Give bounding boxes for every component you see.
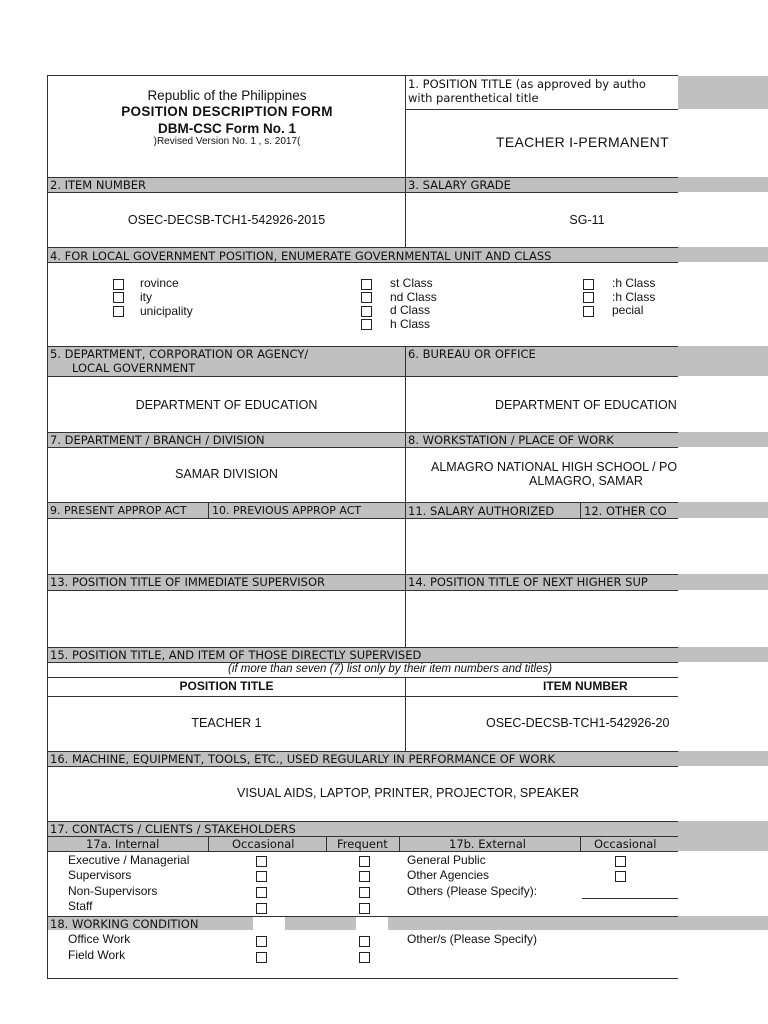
external-row-label: Others (Please Specify): — [407, 884, 538, 898]
frequent-header: Frequent — [337, 837, 388, 851]
class-label: :h Class — [612, 276, 656, 290]
class-checkbox[interactable] — [361, 292, 372, 303]
form-top-border — [47, 75, 678, 76]
class-label: pecial — [612, 303, 644, 317]
frequent-checkbox[interactable] — [359, 952, 370, 963]
previous-approp-label: 10. PREVIOUS APPROP ACT — [212, 504, 362, 517]
republic-title: Republic of the Philippines — [147, 88, 307, 103]
machines-value: VISUAL AIDS, LAPTOP, PRINTER, PROJECTOR, SPEAKER — [236, 786, 579, 800]
occasional-checkbox[interactable] — [256, 936, 267, 947]
form-number: DBM-CSC Form No. 1 — [158, 121, 296, 136]
province-checkbox[interactable] — [113, 279, 124, 290]
salary-authorized-label: 11. SALARY AUTHORIZED — [408, 504, 555, 518]
contacts-label: 17. CONTACTS / CLIENTS / STAKEHOLDERS — [50, 822, 296, 836]
unit-label: unicipality — [140, 304, 193, 318]
class-label: d Class — [390, 303, 431, 317]
division-value: SAMAR DIVISION — [175, 467, 278, 481]
occasional-header: Occasional — [232, 837, 295, 851]
class-checkbox[interactable] — [583, 292, 594, 303]
form-title: POSITION DESCRIPTION FORM — [121, 104, 333, 119]
department-label-1: 5. DEPARTMENT, CORPORATION OR AGENCY/ — [50, 347, 309, 361]
frequent-checkbox[interactable] — [359, 856, 370, 867]
internal-row-label: Non-Supervisors — [68, 884, 158, 898]
class-checkbox[interactable] — [583, 306, 594, 317]
external-row-label: General Public — [407, 853, 486, 867]
class-checkbox[interactable] — [361, 279, 372, 290]
supervised-note: (if more than seven (7) list only by their item numbers and titles) — [228, 663, 553, 675]
unit-label: ity — [140, 290, 152, 304]
supervised-label: 15. POSITION TITLE, AND ITEM OF THOSE DIRECTLY SUPERVISED — [50, 648, 422, 662]
supervised-col-item: ITEM NUMBER — [543, 679, 628, 693]
occasional-checkbox[interactable] — [256, 856, 267, 867]
internal-row-label: Staff — [68, 899, 93, 913]
supervised-title-value: TEACHER 1 — [191, 716, 262, 730]
occasional-checkbox[interactable] — [256, 952, 267, 963]
occasional-ext-header: Occasional — [594, 837, 657, 851]
others-specify-line[interactable] — [582, 898, 678, 899]
frequent-checkbox[interactable] — [359, 903, 370, 914]
class-label: :h Class — [612, 290, 656, 304]
class-label: st Class — [390, 276, 433, 290]
present-approp-label: 9. PRESENT APPROP ACT — [50, 504, 187, 517]
workstation-value-1: ALMAGRO NATIONAL HIGH SCHOOL / PO — [431, 460, 678, 474]
frequent-checkbox[interactable] — [359, 887, 370, 898]
external-occasional-checkbox[interactable] — [615, 871, 626, 882]
workstation-value-2: ALMAGRO, SAMAR — [529, 474, 643, 488]
item-number-value: OSEC-DECSB-TCH1-542926-2015 — [127, 213, 326, 227]
supervised-item-value: OSEC-DECSB-TCH1-542926-20 — [486, 716, 670, 730]
city-checkbox[interactable] — [113, 292, 124, 303]
department-value: DEPARTMENT OF EDUCATION — [135, 398, 318, 412]
external-row-label: Other Agencies — [407, 868, 490, 882]
other-comp-label: 12. OTHER CO — [584, 504, 667, 518]
header-divider — [405, 75, 406, 177]
frequent-checkbox[interactable] — [359, 936, 370, 947]
supervised-col-title: POSITION TITLE — [179, 679, 274, 693]
position-title-divider — [405, 109, 678, 110]
other-conditions-label: Other/s (Please Specify) — [407, 932, 538, 946]
workstation-label: 8. WORKSTATION / PLACE OF WORK — [408, 433, 614, 447]
bureau-label: 6. BUREAU OR OFFICE — [408, 347, 536, 361]
municipality-checkbox[interactable] — [113, 306, 124, 317]
local-gov-label: 4. FOR LOCAL GOVERNMENT POSITION, ENUMERATE GOVERNMENTAL UNIT AND CLASS — [50, 249, 552, 263]
class-checkbox[interactable] — [361, 306, 372, 317]
occasional-checkbox[interactable] — [256, 871, 267, 882]
occasional-checkbox[interactable] — [256, 887, 267, 898]
internal-row-label: Executive / Managerial — [68, 853, 190, 867]
working-row-label: Office Work — [68, 932, 131, 946]
revised-version: )Revised Version No. 1 , s. 2017( — [153, 136, 301, 147]
immediate-supervisor-label: 13. POSITION TITLE OF IMMEDIATE SUPERVISOR — [50, 575, 325, 589]
salary-grade-label: 3. SALARY GRADE — [408, 178, 511, 192]
external-header: 17b. External — [449, 837, 526, 851]
department-label-2: LOCAL GOVERNMENT — [72, 361, 196, 375]
external-occasional-checkbox[interactable] — [615, 856, 626, 867]
class-checkbox[interactable] — [361, 319, 372, 330]
next-higher-supervisor-label: 14. POSITION TITLE OF NEXT HIGHER SUP — [408, 575, 648, 589]
right-edge-band — [678, 76, 768, 109]
position-title-label-1: 1. POSITION TITLE (as approved by autho — [408, 77, 646, 91]
item-number-label: 2. ITEM NUMBER — [50, 178, 146, 192]
form-bottom-border — [47, 978, 678, 979]
bureau-value: DEPARTMENT OF EDUCATION — [495, 398, 677, 412]
internal-row-label: Supervisors — [68, 868, 132, 882]
class-checkbox[interactable] — [583, 279, 594, 290]
unit-label: rovince — [140, 276, 179, 290]
division-label: 7. DEPARTMENT / BRANCH / DIVISION — [50, 433, 265, 447]
frequent-checkbox[interactable] — [359, 871, 370, 882]
class-label: nd Class — [390, 290, 437, 304]
class-label: h Class — [390, 317, 431, 331]
position-title-label-2: with parenthetical title — [408, 91, 539, 105]
working-row-label: Field Work — [68, 948, 126, 962]
internal-header: 17a. Internal — [86, 837, 160, 851]
machines-label: 16. MACHINE, EQUIPMENT, TOOLS, ETC., USED REGULARLY IN PERFORMANCE OF WORK — [50, 752, 556, 766]
salary-grade-value: SG-11 — [569, 213, 605, 227]
position-title-value: TEACHER I-PERMANENT — [496, 134, 669, 150]
working-condition-label: 18. WORKING CONDITION — [50, 917, 199, 931]
occasional-checkbox[interactable] — [256, 903, 267, 914]
